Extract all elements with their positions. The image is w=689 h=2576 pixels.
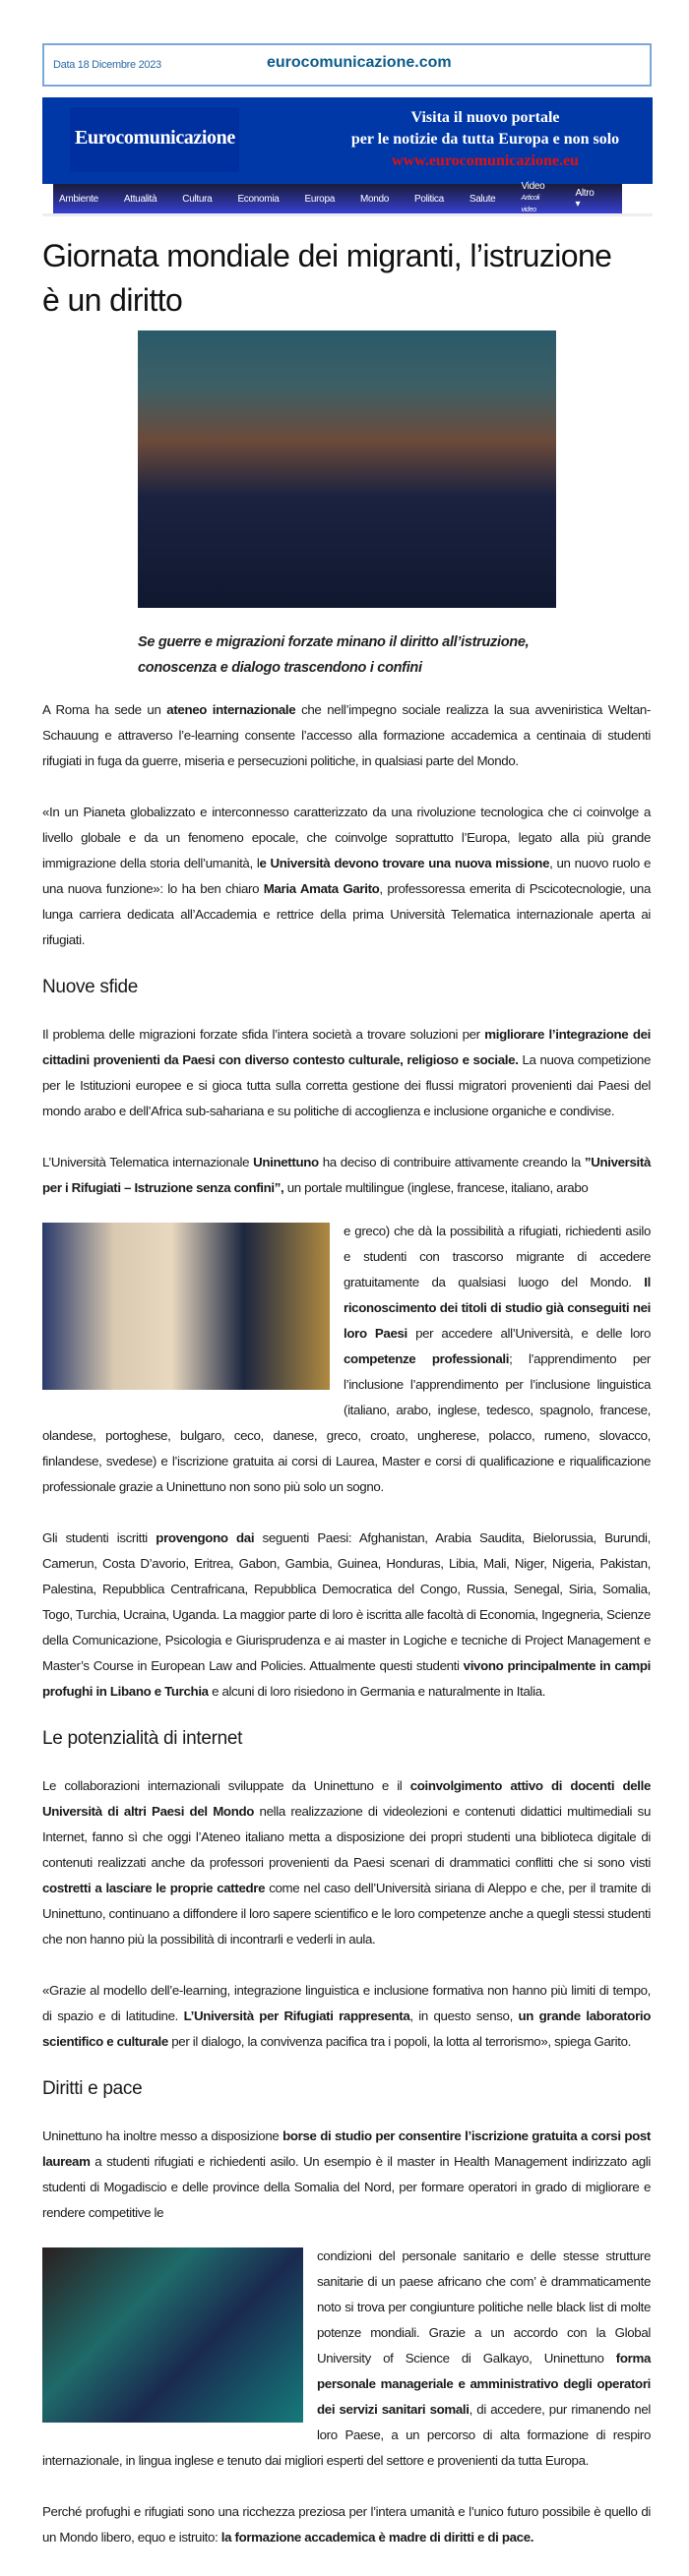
text: a studenti rifugiati e richiedenti asilo. Un esempio è il master in Health Management indirizzato agli studenti di Mogadiscio e delle province della Somalia del Nord, per formare operatori in grado di migliorare e rendere competitive le xyxy=(42,2154,651,2220)
site-logo[interactable]: Eurocomunicazione xyxy=(70,107,239,172)
text: «Grazie al modello dell’e-learning, integrazione linguistica e inclusione formativa non hanno più limiti di tempo, di spazio e di latitudine. xyxy=(42,1983,651,2023)
text: «In un Pianeta globalizzato e interconnesso caratterizzato da una rivoluzione tecnologica che ci coinvolge a livello globale e da un fenomeno epocale, che coinvolge soprattutto l’Europa, legato alla più grande immigrazione della storia dell’umanità, l xyxy=(42,805,651,870)
nav-video-sub: Articoli video xyxy=(521,195,540,213)
main-nav xyxy=(53,181,622,213)
site-name-link[interactable]: eurocomunicazione.com xyxy=(267,54,452,71)
subtitle-line-1: Se guerre e migrazioni forzate minano il diritto all’istruzione, xyxy=(138,634,530,650)
text: un portale multilingue (inglese, francese, italiano, arabo xyxy=(283,1180,589,1195)
text: Perché profughi e rifugiati sono una ricchezza preziosa per l’intera umanità e l’unico futuro possibile è quello di un Mondo libero, equo e istruito: xyxy=(42,2504,651,2545)
graduation-group-photo xyxy=(138,330,556,608)
ceremony-diploma-photo xyxy=(42,1223,330,1390)
text: , in questo senso, xyxy=(409,2008,519,2023)
nav-item-salute[interactable]: Salute xyxy=(469,193,496,205)
article-paragraph xyxy=(42,697,651,774)
text: Le collaborazioni internazionali sviluppate da Uninettuno e il xyxy=(42,1778,410,1793)
nav-video-label: Video xyxy=(521,181,545,192)
text: Il problema delle migrazioni forzate sfida l’intera società a trovare soluzioni per xyxy=(42,1027,485,1042)
text: nella realizzazione di videolezioni e contenuti didattici multimediali su Internet, fanno sì che oggi l’Ateneo italiano metta a disposizione dei propri studenti una biblioteca digitale di contenuti realizzati anche da professori provenienti da Paesi scenari di drammatici conflitti che si sono visti xyxy=(42,1804,651,1870)
section-heading: Diritti e pace xyxy=(42,2078,143,2099)
text: ; l’apprendimento per l’inclusione l’apprendimento per l’inclusione linguistica (italiano, arabo, inglese, tedesco, spagnolo, francese, olandese, portoghese, bulgaro, ceco, danese, greco, croato, ungherese, polacco, rumeno, slovacco, finlandese, svedese) e l’iscrizione gratuita ai corsi di Laurea, Master e corsi di qualificazione e riqualificazione professionale grazie a Uninettuno non sono più solo un sogno. xyxy=(42,1351,651,1494)
text: Gli studenti iscritti xyxy=(42,1530,157,1545)
promo-line-1: Visita il nuovo portale xyxy=(410,109,560,126)
article-body xyxy=(42,697,651,2576)
text: come nel caso dell’Università siriana di Aleppo e che, per il tramite di Uninettuno, continuano a diffondere il loro sapere scientifico e le loro competenze anche a quegli stessi studenti che non hanno più la possibilità di incontrarli e vederli in aula. xyxy=(42,1881,652,1947)
article-title: Giornata mondiale dei migranti, l’istruzione è un diritto xyxy=(42,238,612,318)
bold-text: la formazione accademica è madre di diritti e di pace. xyxy=(220,2530,534,2545)
text: condizioni del personale sanitario e delle stesse strutture sanitarie di un paese africano che com’ è drammaticamente noto si trova per congiunture politiche nelle black list di molte potenze mondiali. Grazie a un accordo con la Global University of Science di Galkayo, Uninettuno xyxy=(317,2248,651,2366)
graduates-audience-photo xyxy=(42,2247,303,2423)
bold-text: e Università devono trovare una nuova missione xyxy=(259,856,550,870)
nav-item-altro-dropdown[interactable]: Altro ▾ xyxy=(575,188,595,210)
nav-divider xyxy=(42,213,653,216)
bold-text: competenze professionali xyxy=(344,1351,510,1366)
article-paragraph xyxy=(42,2499,651,2550)
text: , professoressa emerita di Pscicotecnologie, una lunga carriera dedicata all’Accademia e rettrice della prima Università Telematica internazionale aperta ai rifugiati. xyxy=(42,881,651,947)
text: ha deciso di contribuire attivamente creando la xyxy=(318,1155,585,1169)
article-paragraph xyxy=(42,2124,651,2226)
article-paragraph xyxy=(42,1526,651,1705)
article-subtitle xyxy=(138,629,529,681)
bold-text: Maria Amata Garito xyxy=(263,881,380,896)
nav-item-mondo[interactable]: Mondo xyxy=(359,193,390,205)
section-heading: Le potenzialità di internet xyxy=(42,1728,243,1749)
bold-text: coinvolgimento attivo di docenti delle Università di altri Paesi del Mondo xyxy=(42,1778,651,1819)
bold-text: borse di studio per consentire l’iscrizione gratuita a corsi post lauream xyxy=(42,2128,651,2169)
text: , di accedere, pur rimanendo nel loro Paese, a un percorso di alta formazione di respiro internazionale, in lingua inglese e tenuto dai migliori esperti del settore e provenienti da tutta Europa. xyxy=(42,2402,651,2468)
bold-text: Il riconoscimento dei titoli di studio già conseguiti nei loro Paesi xyxy=(344,1275,651,1341)
article-paragraph xyxy=(42,1219,651,1500)
text: A Roma ha sede un xyxy=(42,702,167,717)
nav-item-economia[interactable]: Economia xyxy=(237,193,280,205)
bold-text: vivono principalmente in campi profughi in Libano e Turchia xyxy=(42,1658,651,1699)
article-paragraph xyxy=(42,1150,651,1201)
text: e alcuni di loro risiedono in Germania e naturalmente in Italia. xyxy=(208,1684,546,1699)
article-paragraph xyxy=(42,800,651,953)
bold-text: provengono dai xyxy=(156,1530,255,1545)
bold-text: Uninettuno xyxy=(253,1155,319,1169)
nav-item-europa[interactable]: Europa xyxy=(304,193,335,205)
bold-text: costretti a lasciare le proprie cattedre xyxy=(42,1881,266,1895)
nav-item-politica[interactable]: Politica xyxy=(414,193,444,205)
text: per accedere all’Università, e delle loro xyxy=(407,1326,651,1341)
text: La nuova competizione per le Istituzioni europee e si gioca tutta sulla corretta gestione dei flussi migratori provenienti dai Paesi del mondo arabo e dell’Africa sub-sahariana e su politiche di accoglienza e inclusione organiche e condivise. xyxy=(42,1052,652,1118)
text: L’Università Telematica internazionale xyxy=(42,1155,254,1169)
text: Uninettuno ha inoltre messo a disposizione xyxy=(42,2128,283,2143)
date-label: Data 18 Dicembre 2023 xyxy=(53,59,161,71)
article-paragraph xyxy=(42,1022,651,1124)
bold-text: un grande laboratorio scientifico e culturale xyxy=(42,2008,652,2049)
bold-text: forma personale manageriale e amministrativo degli operatori dei servizi sanitari somali xyxy=(317,2351,651,2417)
promo-text xyxy=(318,107,653,172)
text: seguenti Paesi: Afghanistan, Arabia Saudita, Bielorussia, Burundi, Camerun, Costa D’avorio, Eritrea, Gabon, Gambia, Guinea, Honduras, Libia, Mali, Niger, Nigeria, Pakistan, Palestina, Repubblica Centrafricana, Repubblica Democratica del Congo, Russia, Senegal, Siria, Somalia, Togo, Turchia, Ucraina, Uganda. La maggior parte di loro è iscritta alle facoltà di Economia, Ingegneria, Scienze della Comunicazione, Psicologia e Giurisprudenza e ai master in Logiche e tecniche di Project Management e Master’s Course in European Law and Policies. Attualmente questi studenti xyxy=(42,1530,652,1673)
promo-line-2: per le notizie da tutta Europa e non solo xyxy=(350,131,620,148)
top-header-box xyxy=(42,43,652,87)
text: e greco) che dà la possibilità a rifugiati, richiedenti asilo e studenti con trascorso migrante di accedere gratuitamente da qualsiasi luogo del Mondo. xyxy=(344,1224,651,1289)
nav-item-ambiente[interactable]: Ambiente xyxy=(59,193,98,205)
subtitle-line-2: conoscenza e dialogo trascendono i confini xyxy=(138,660,422,676)
article-paragraph xyxy=(42,2244,651,2474)
article-paragraph xyxy=(42,1978,651,2055)
bold-text: ateneo internazionale xyxy=(166,702,296,717)
promo-banner[interactable] xyxy=(42,97,653,184)
section-heading: Nuove sfide xyxy=(42,977,139,997)
text: che nell’impegno sociale realizza la sua avveniristica Weltan-Schauung e attraverso l’e-learning consente l’accesso alla formazione accademica a centinaia di studenti rifugiati in fuga da guerre, miseria e persecuzioni politiche, in qualsiasi parte del Mondo. xyxy=(42,702,651,768)
promo-url-link[interactable]: www.eurocomunicazione.eu xyxy=(392,152,579,169)
bold-text: L’Università per Rifugiati rappresenta xyxy=(183,2008,410,2023)
text: per il dialogo, la convivenza pacifica tra i popoli, la lotta al terrorismo», spiega Garito. xyxy=(167,2034,631,2049)
nav-item-video[interactable] xyxy=(521,181,549,216)
nav-item-attualita[interactable]: Attualità xyxy=(123,193,157,205)
bold-text: migliorare l’integrazione dei cittadini provenienti da Paesi con diverso contesto culturale, religioso e sociale. xyxy=(42,1027,651,1067)
nav-item-cultura[interactable]: Cultura xyxy=(182,193,213,205)
bold-text: ”Università per i Rifugiati – Istruzione senza confini”, xyxy=(42,1155,652,1195)
article-paragraph xyxy=(42,1773,651,1952)
text: , un nuovo ruolo e una nuova funzione»: lo ha ben chiaro xyxy=(42,856,652,896)
